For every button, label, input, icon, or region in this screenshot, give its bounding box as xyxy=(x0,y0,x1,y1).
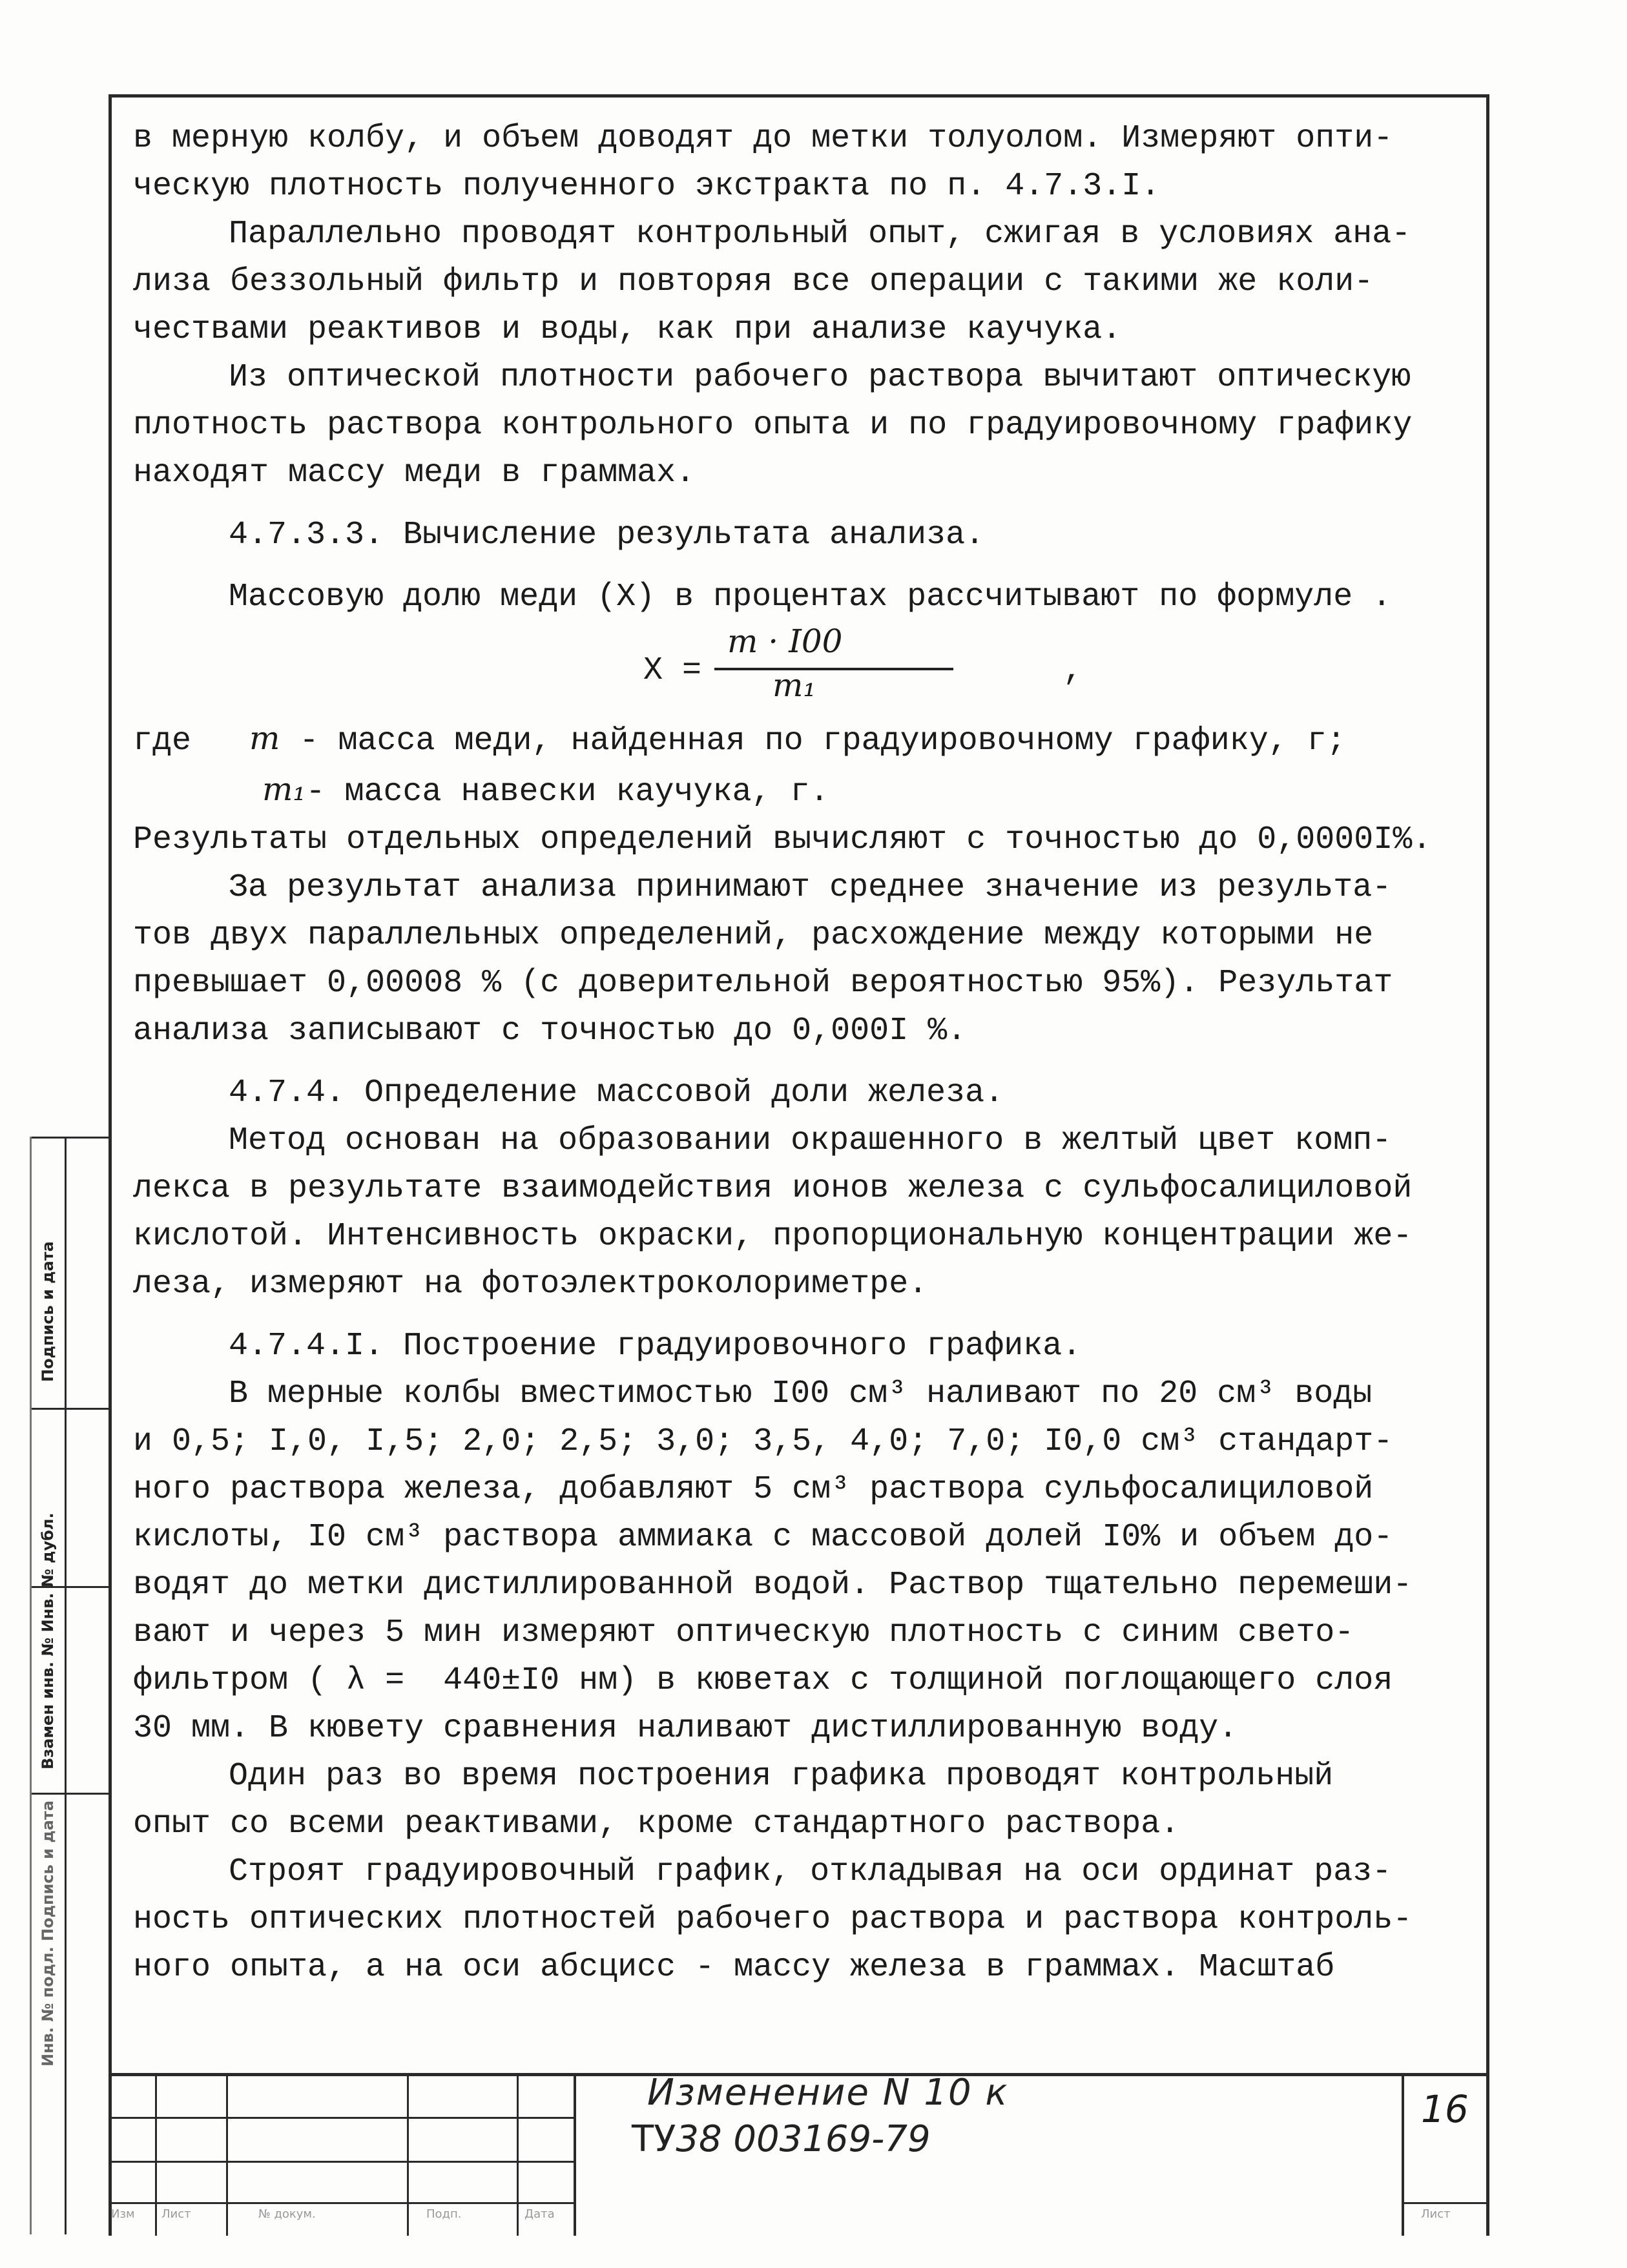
side-rule xyxy=(30,1793,109,1795)
col-label-list: Лист xyxy=(161,2207,191,2221)
paragraph: в мерную колбу, и объем доводят до метки толуолом. Измеряют опти- ческую плотность полученного экстракта по п. 4.7.3.I. xyxy=(133,120,1393,205)
symbol-m1: m₁ xyxy=(262,770,306,808)
side-col-rule xyxy=(65,1137,67,2234)
title-block-row-rule xyxy=(109,2161,574,2163)
side-label-inv-podl: Инв. № подл. Подпись и дата xyxy=(39,1800,57,2067)
where-lead: где xyxy=(133,723,192,759)
side-rule xyxy=(30,1408,109,1410)
title-block-row-rule xyxy=(109,2117,574,2119)
side-col-rule xyxy=(30,1137,32,2234)
formula-numerator: m · I00 xyxy=(727,623,843,660)
change-note: Изменение N 10 к xyxy=(647,2072,1009,2114)
section-heading: 4.7.4. Определение массовой доли железа. xyxy=(229,1075,1004,1111)
col-label-izm: Изм xyxy=(111,2207,135,2221)
side-rule xyxy=(30,1137,109,1139)
title-block-col-rule xyxy=(226,2073,228,2236)
title-block-col-rule xyxy=(407,2073,409,2236)
title-block-col-rule xyxy=(574,2073,576,2236)
where-line xyxy=(133,714,1477,765)
paragraph: В мерные колбы вместимостью I00 см³ наливают по 20 см³ воды и 0,5; I,0, I,5; 2,0; 2,5; 3,0; 3,5, 4,0; 7,0; I0,0 см³ стандарт- ного раствора железа, добавляют 5 см³ раствора сульфосалициловой кислоты, I0 см³ раствора аммиака с массовой долей I0% и объем до- водят до метки дистиллированной водой. Раствор тщательно перемеши- вают и через 5 мин измеряют оптическую плотность с синим свето- фильтром ( λ = 440±I0 нм) в кюветах с толщиной поглощающего слоя 30 мм. В кювету сравнения наливают дистиллированную воду. xyxy=(133,1376,1413,1747)
code-prefix: ТУ xyxy=(632,2118,676,2160)
sheet-number: 16 xyxy=(1421,2087,1469,2131)
paragraph: За результат анализа принимают среднее значение из результа- тов двух параллельных определений, расхождение между которыми не превышает 0,00008 % (с доверительной вероятностью 95%). Результат анализа записывают с точностью до 0,000I %. xyxy=(133,869,1393,1049)
paragraph: Из оптической плотности рабочего раствора вычитают оптическую плотность раствора контрольного опыта и по градуировочному графику находят массу меди в граммах. xyxy=(133,359,1413,491)
section-heading: 4.7.4.I. Построение градуировочного графика. xyxy=(229,1328,1082,1365)
col-label-sign: Подп. xyxy=(426,2207,462,2221)
code-number: 38 003169-79 xyxy=(676,2118,931,2160)
where-def-m1: - масса навески каучука, г. xyxy=(306,774,829,810)
paragraph: Параллельно проводят контрольный опыт, сжигая в условиях ана- лиза беззольный фильтр и повторяя все операции с такими же коли- чествами реактивов и воды, как при анализе каучука. xyxy=(133,216,1411,348)
where-line xyxy=(133,765,1477,816)
paragraph: Результаты отдельных определений вычисляют с точностью до 0,0000I%. xyxy=(133,821,1432,858)
section-heading: 4.7.3.3. Вычисление результата анализа. xyxy=(229,517,985,553)
title-block-col-rule xyxy=(1402,2073,1404,2236)
side-label-inv: Взамен инв. № Инв. № дубл. xyxy=(39,1512,57,1769)
where-def-m: - масса меди, найденная по градуировочному графику, г; xyxy=(280,723,1346,759)
sheet-label: Лист xyxy=(1421,2207,1451,2221)
document-code xyxy=(632,2118,931,2160)
side-label-signature: Подпись и дата xyxy=(39,1241,57,1382)
title-block-col-rule xyxy=(155,2073,157,2236)
formula-lhs: X = xyxy=(643,652,702,689)
formula xyxy=(133,623,1477,704)
title-block-col-rule xyxy=(517,2073,519,2236)
paragraph: Массовую долю меди (X) в процентах рассчитывают по формуле . xyxy=(229,579,1392,615)
fraction-bar xyxy=(714,668,953,670)
symbol-m: m xyxy=(249,719,280,757)
col-label-date: Дата xyxy=(524,2207,555,2221)
paragraph: Строят градуировочный график, откладывая на оси ординат раз- ность оптических плотностей рабочего раствора и раствора контроль- ного опыта, а на оси абсцисс - массу железа в граммах. Масштаб xyxy=(133,1853,1413,1986)
paragraph: Один раз во время построения графика проводят контрольный опыт со всеми реактивами, кроме стандартного раствора. xyxy=(133,1758,1334,1842)
title-block-row-rule xyxy=(109,2202,574,2204)
paragraph: Метод основан на образовании окрашенного в желтый цвет комп- лекса в результате взаимодействия ионов железа с сульфосалициловой кислотой. Интенсивность окраски, пропорциональную концентрации же- леза, измеряют на фотоэлектроколориметре. xyxy=(133,1122,1413,1303)
formula-denominator: m₁ xyxy=(772,666,816,704)
formula-trail: , xyxy=(1063,652,1083,689)
title-block-row-rule xyxy=(1402,2202,1489,2204)
col-label-doc: № докум. xyxy=(258,2207,316,2221)
document-body xyxy=(133,115,1477,1992)
